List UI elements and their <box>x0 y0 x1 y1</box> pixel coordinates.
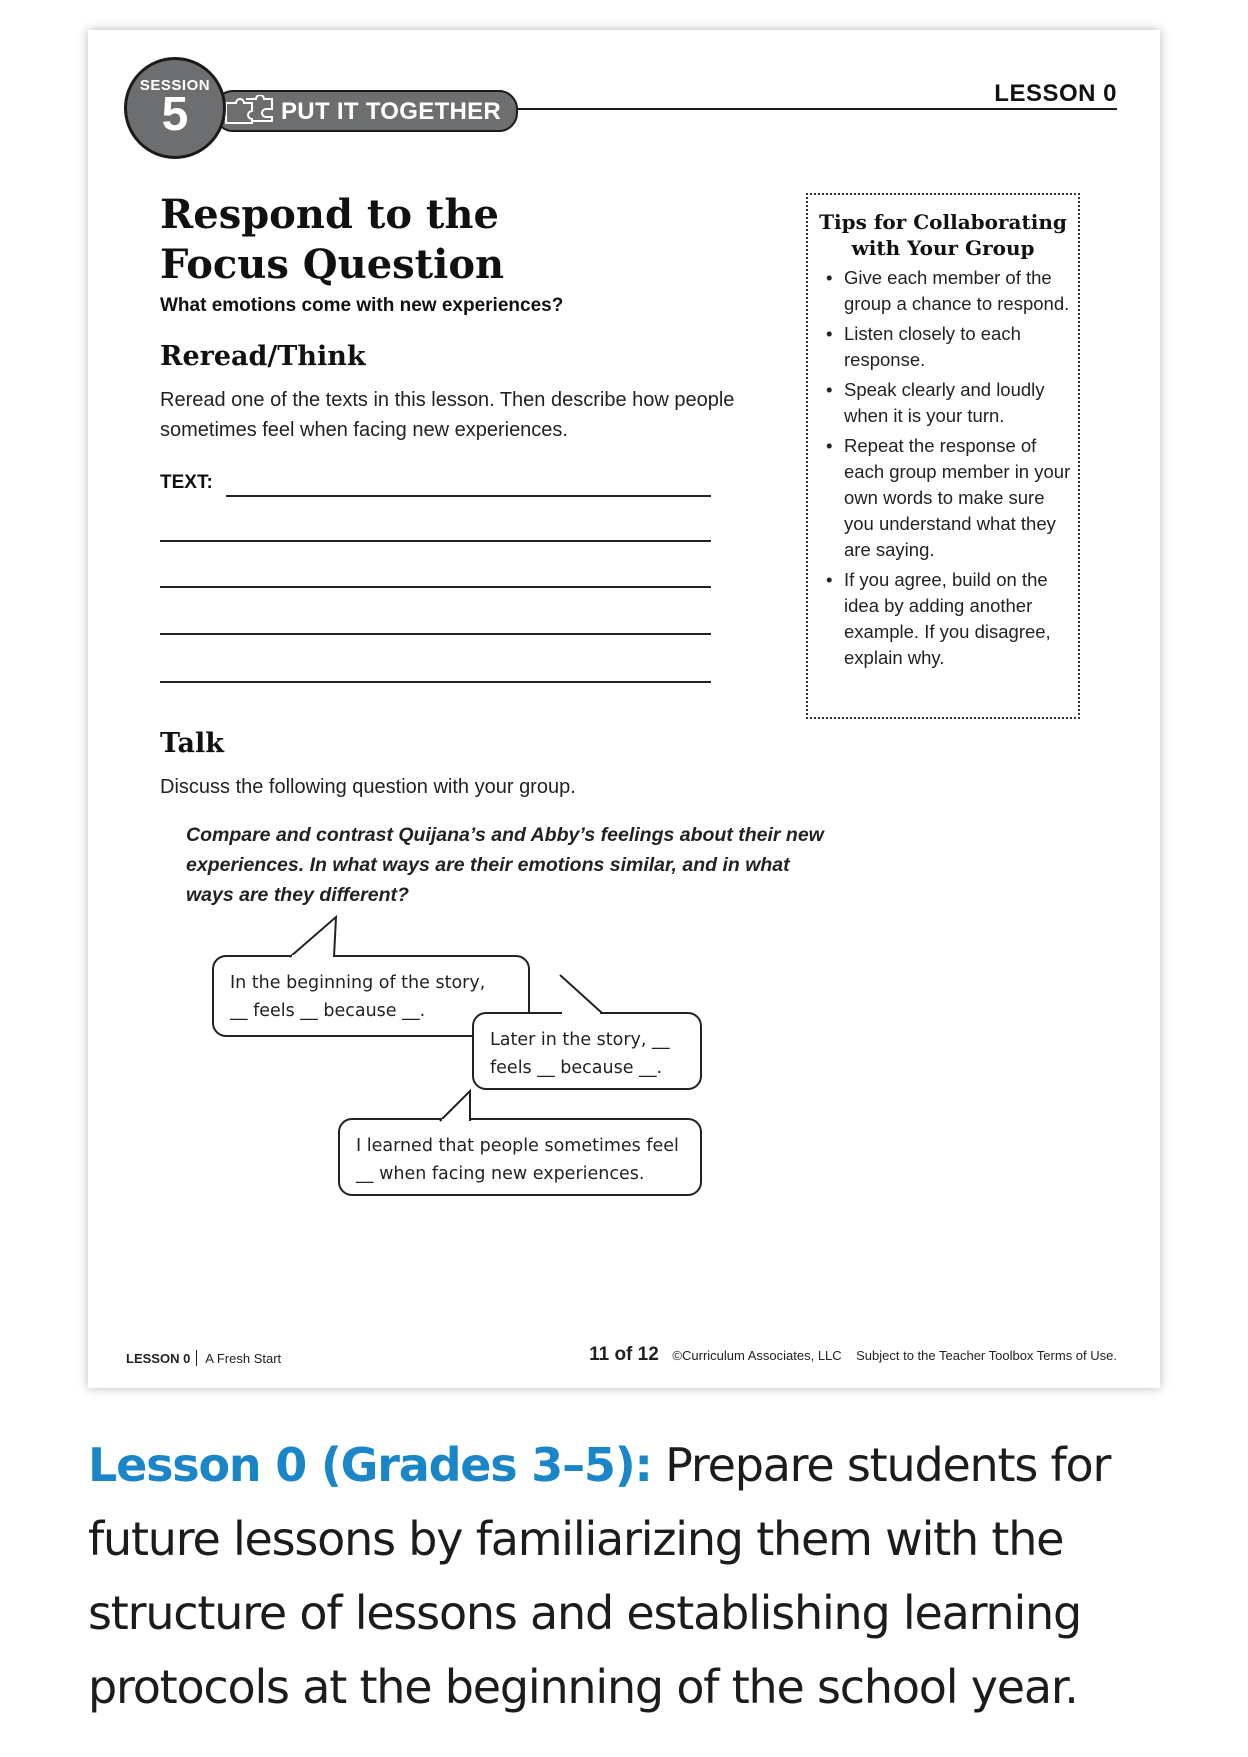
tip-item: • Speak clearly and loudly when it is your turn. <box>822 377 1072 429</box>
reread-think-heading: Reread/Think <box>160 341 366 372</box>
reread-instructions-line-1: Reread one of the texts in this lesson. Then describe how people <box>160 389 735 411</box>
caption-text: Prepare students for future lessons by familiarizing them with the structure of lessons and establishing learning protocols at the beginning of the school year. <box>88 1438 1111 1714</box>
answer-line[interactable] <box>160 540 711 542</box>
discussion-question-line-3: ways are they different? <box>186 884 409 906</box>
answer-line[interactable] <box>160 633 711 635</box>
bubble-tail <box>288 915 368 959</box>
talk-instructions: Discuss the following question with your group. <box>160 776 576 798</box>
tip-item: • Give each member of the group a chance to respond. <box>822 265 1072 317</box>
tips-title-line-2: with Your Group <box>851 236 1035 260</box>
page-title <box>160 190 680 290</box>
sentence-frame-line: In the beginning of the story, <box>230 973 486 993</box>
text-label: TEXT: <box>160 472 213 493</box>
section-tag-label: PUT IT TOGETHER <box>281 98 502 125</box>
caption <box>88 1428 1198 1724</box>
tips-box <box>806 193 1080 719</box>
page-title-line-1: Respond to the <box>160 191 499 238</box>
reread-instructions-line-2: sometimes feel when facing new experiences. <box>160 419 568 441</box>
footer-lesson-title: A Fresh Start <box>205 1351 282 1366</box>
tips-title-line-1: Tips for Collaborating <box>819 210 1067 234</box>
sentence-frame-line: feels __ because __. <box>490 1058 663 1078</box>
sentence-frame-line: Later in the story, __ <box>490 1030 670 1050</box>
tip-item: • If you agree, build on the idea by adding another example. If you disagree, explain why. <box>822 567 1072 671</box>
session-number: 5 <box>161 88 189 141</box>
sentence-frame-line: __ feels __ because __. <box>230 1001 426 1021</box>
session-label: SESSION <box>139 77 211 94</box>
caption-heading: Lesson 0 (Grades 3–5): <box>88 1438 652 1492</box>
page-title-line-2: Focus Question <box>160 241 505 288</box>
sentence-frame-line: I learned that people sometimes feel <box>356 1136 679 1156</box>
sentence-frame-bubble <box>472 1012 702 1090</box>
tips-title <box>808 209 1078 261</box>
footer-lesson <box>126 1350 281 1366</box>
bubble-tail <box>438 1087 498 1123</box>
reread-instructions <box>160 385 734 445</box>
sentence-frame-line: __ when facing new experiences. <box>356 1164 645 1184</box>
tip-item: • Listen closely to each response. <box>822 321 1072 373</box>
sentence-frame-bubble <box>338 1118 702 1196</box>
discussion-question <box>186 820 906 910</box>
answer-line-text[interactable] <box>226 495 711 497</box>
discussion-question-line-2: experiences. In what ways are their emotions similar, and in what <box>186 854 790 876</box>
page-number: 11 of 12 <box>589 1344 659 1365</box>
lesson-label: LESSON 0 <box>994 80 1117 107</box>
section-tag <box>214 90 518 132</box>
tip-item: • Repeat the response of each group member in your own words to make sure you understand what they are saying. <box>822 433 1072 563</box>
answer-line[interactable] <box>160 681 711 683</box>
footer-divider <box>196 1350 197 1366</box>
talk-heading: Talk <box>160 728 224 759</box>
header-rule <box>508 108 1117 110</box>
puzzle-icon <box>222 95 274 125</box>
footer-terms: Subject to the Teacher Toolbox Terms of Use. <box>856 1348 1117 1363</box>
focus-question: What emotions come with new experiences? <box>160 295 564 316</box>
tips-list <box>822 265 1072 675</box>
discussion-question-line-1: Compare and contrast Quijana’s and Abby’s feelings about their new <box>186 824 824 846</box>
bubble-tail <box>558 973 638 1017</box>
answer-line[interactable] <box>160 586 711 588</box>
footer-lesson-label: LESSON 0 <box>126 1351 191 1366</box>
footer-meta <box>589 1344 1117 1366</box>
worksheet-page <box>88 30 1160 1388</box>
session-badge <box>124 57 226 159</box>
footer-copyright: ©Curriculum Associates, LLC <box>672 1348 842 1363</box>
